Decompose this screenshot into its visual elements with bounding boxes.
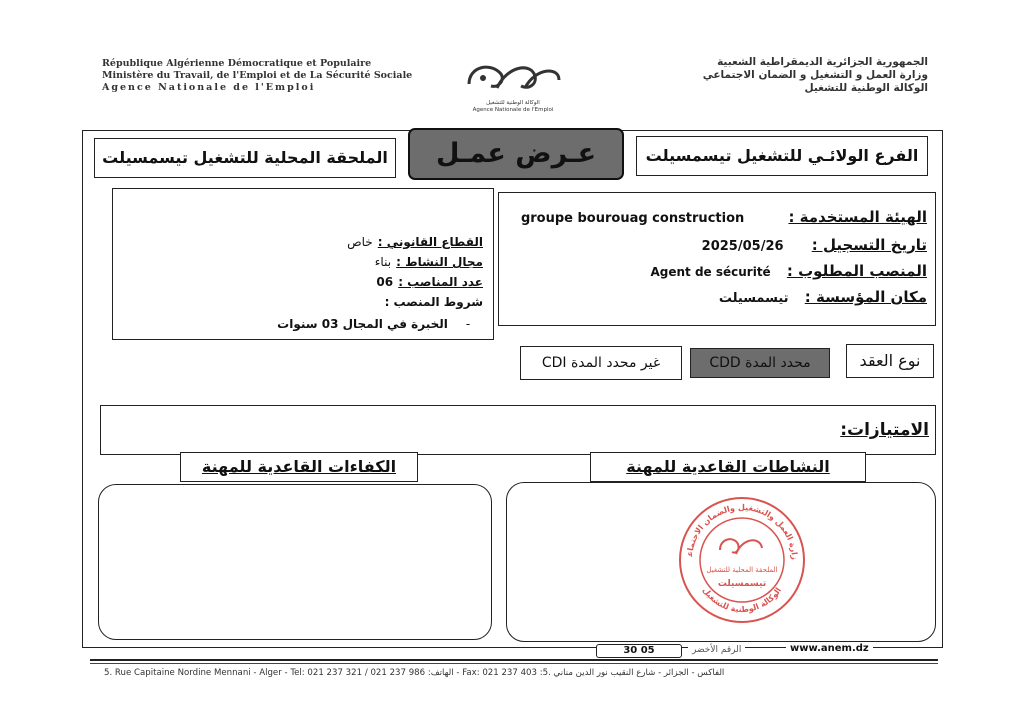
post-row <box>650 261 927 280</box>
job-details-box <box>112 188 494 340</box>
conditions-label: شروط المنصب : <box>384 295 483 309</box>
sector-row <box>347 231 483 250</box>
employer-label: الهيئة المستخدمة : <box>788 208 927 226</box>
footer-divider <box>90 659 938 661</box>
header-fr-line-2: Ministère du Travail, de l'Emploi et de La Sécurité Sociale <box>102 70 413 81</box>
activity-label: مجال النشاط : <box>396 255 483 269</box>
anem-logo-icon <box>461 58 565 96</box>
anem-logo <box>458 58 568 112</box>
skills-panel <box>98 484 492 640</box>
employer-info-box <box>498 192 936 326</box>
count-value: 06 <box>376 275 394 289</box>
activities-label: النشاطات القاعدية للمهنة <box>626 457 830 476</box>
contract-cdi <box>520 346 682 380</box>
header-fr-line-3: Agence Nationale de l'Emploi <box>102 82 316 93</box>
sector-label: القطاع القانوني : <box>377 235 483 249</box>
branch-local-label: الملحقة المحلية للتشغيل تيسمسيلت <box>102 148 388 167</box>
activities-label-box <box>590 452 866 482</box>
website-link[interactable]: www.anem.dz <box>786 643 873 654</box>
contract-label-box <box>846 344 934 378</box>
stamp-line-2: تيسمسيلت <box>717 579 767 589</box>
branch-local-box <box>94 138 396 178</box>
stamp-outer-text: زارة العمل والتشغيل والضمان الاجتماعي <box>685 502 800 560</box>
stamp-line-1: الملحقة المحلية للتشغيل <box>706 566 778 574</box>
condition-1-row <box>277 313 483 332</box>
contract-cdd-label: محدد المدة CDD <box>709 355 811 371</box>
header-arabic <box>703 56 928 95</box>
place-label: مكان المؤسسة : <box>804 288 927 306</box>
header-fr-line-1: République Algérienne Démocratique et Populaire <box>102 58 372 69</box>
contract-cdd <box>690 348 830 378</box>
employer-value: groupe bourouag construction <box>520 211 745 226</box>
logo-french: Agence Nationale de l'Emploi <box>472 107 554 113</box>
stamp-seal-icon <box>676 494 808 626</box>
activity-value: بناء <box>374 255 392 269</box>
count-row <box>376 271 483 290</box>
post-label: المنصب المطلوب : <box>786 262 927 280</box>
green-number <box>596 644 682 658</box>
contract-label: نوع العقد <box>859 351 921 370</box>
contract-cdi-label: غير محدد المدة CDI <box>541 355 661 371</box>
header-ar-line-1: الجمهورية الجزائرية الديمقراطية الشعبية <box>717 56 928 68</box>
branch-wilaya-label: الفرع الولائـي للتشغيل تيسمسيلت <box>645 146 919 165</box>
green-number-label: الرقم الأخضر <box>688 645 745 655</box>
footer-address: 5. Rue Capitaine Nordine Mennani - Alger - Tel: 021 237 321 / 021 237 986 :الهاتف - Fax: 021 237 403 :الفاكس - الجزائر - شارع النقيب نور الدين مناني .5 <box>104 668 725 678</box>
registration-label: تاريخ التسجيل : <box>811 236 927 254</box>
condition-1: الخبرة في المجال 03 سنوات <box>277 317 448 331</box>
activity-row <box>375 251 483 270</box>
conditions-row <box>385 291 483 310</box>
stamp-bottom-text: الوكالة الوطنية للتشغيل <box>700 585 784 615</box>
registration-row <box>702 235 927 254</box>
place-value: تيسمسيلت <box>718 291 789 306</box>
header-ar-line-3: الوكالة الوطنية للتشغيل <box>804 82 928 94</box>
post-value: Agent de sécurité <box>650 265 771 279</box>
official-stamp <box>676 494 808 626</box>
green-number-value: 30 05 <box>623 645 655 656</box>
condition-bullet: - <box>465 317 471 331</box>
header-ar-line-2: وزارة العمل و التشغيل و الضمان الاجتماعي <box>702 69 928 81</box>
advantages-box <box>100 405 936 455</box>
page-title: عـرض عمـل <box>408 128 624 180</box>
header-french <box>102 58 412 94</box>
registration-value: 2025/05/26 <box>701 239 784 254</box>
skills-label-box <box>180 452 418 482</box>
branch-wilaya-box <box>636 136 928 176</box>
footer-divider-thin <box>90 663 938 664</box>
employer-row <box>521 207 927 226</box>
count-label: عدد المناصب : <box>398 275 483 289</box>
advantages-label: الامتيازات: <box>840 420 929 440</box>
logo-arabic: الوكالة الوطنية للتشغيل <box>486 100 540 106</box>
place-row <box>719 287 927 306</box>
skills-label: الكفاءات القاعدية للمهنة <box>201 457 397 476</box>
sector-value: خاص <box>347 235 373 249</box>
